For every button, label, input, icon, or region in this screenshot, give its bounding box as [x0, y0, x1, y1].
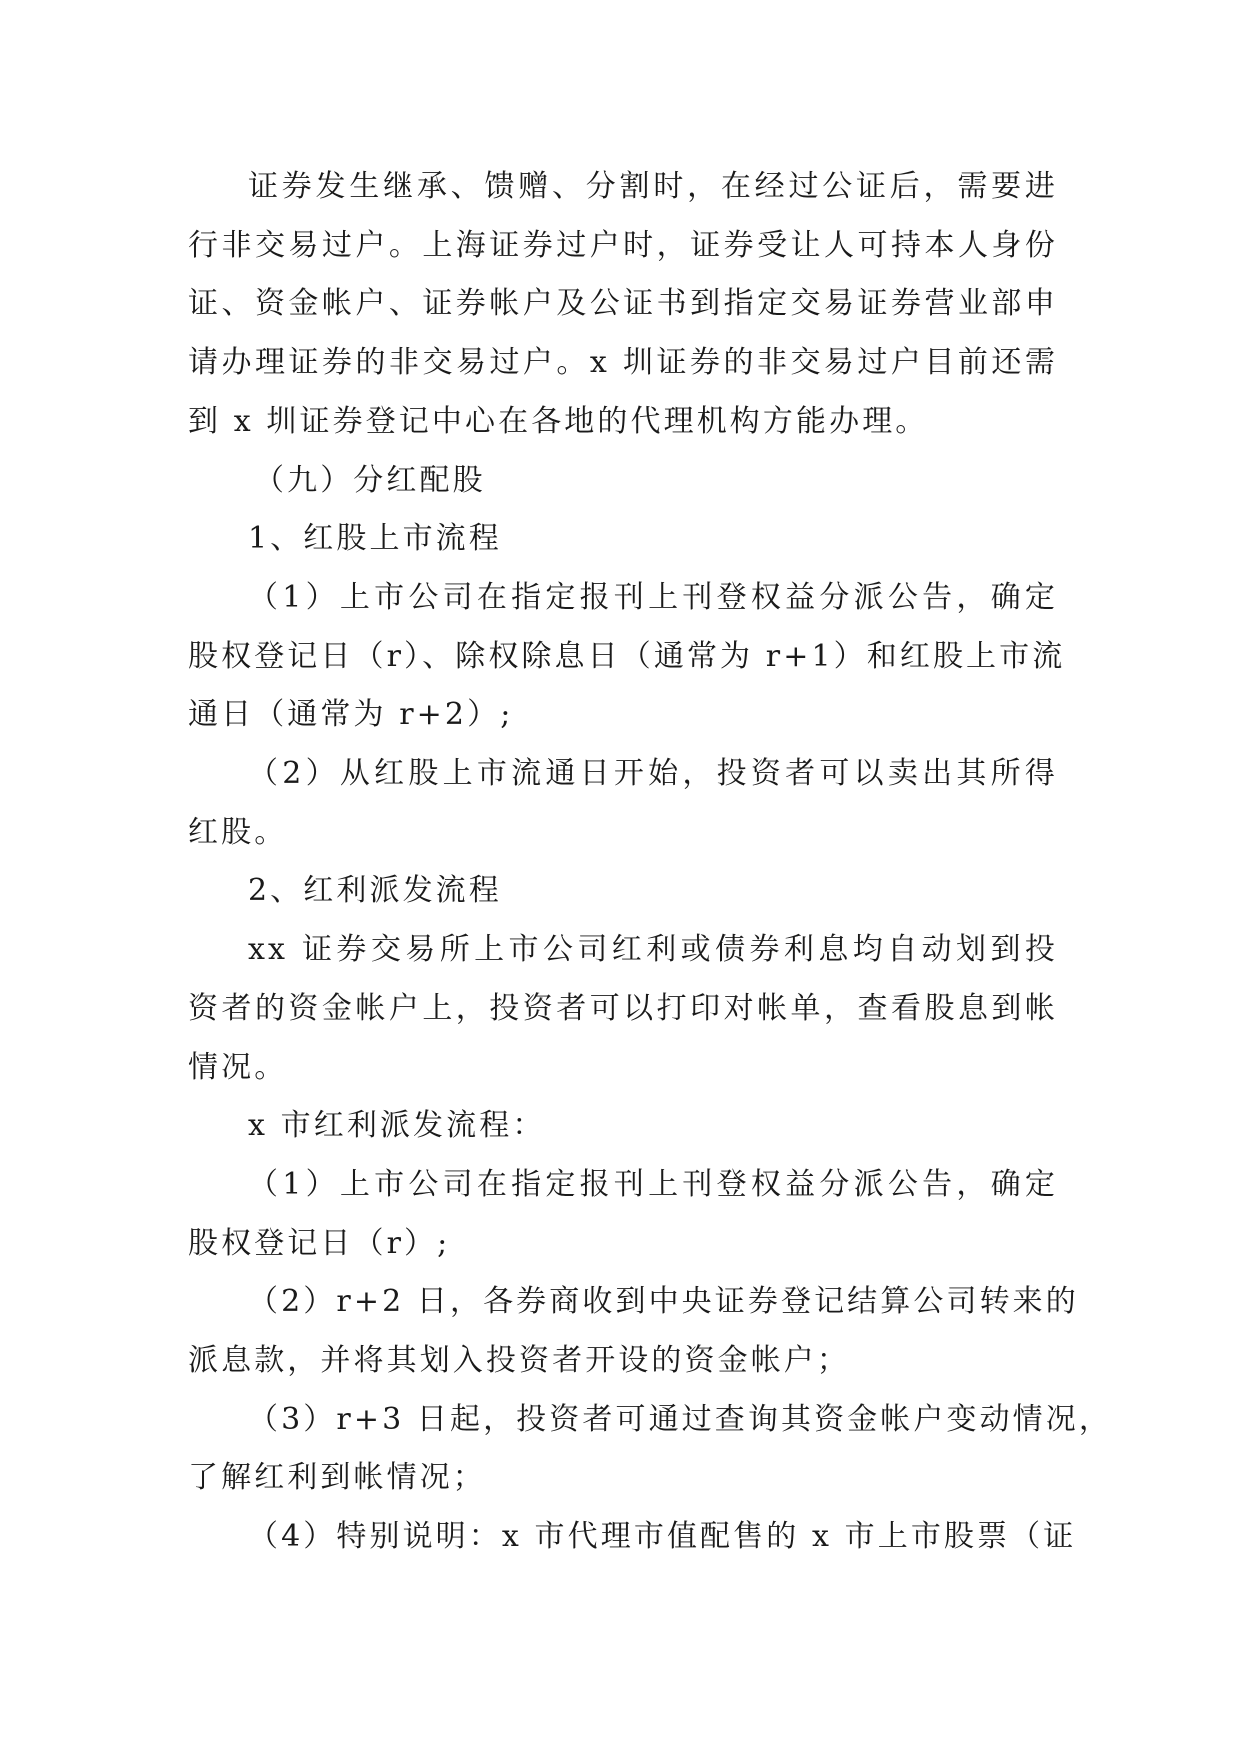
section-heading-dividend — [188, 452, 1058, 511]
text-line: 证、资金帐户、证券帐户及公证书到指定交易证券营业部申 — [188, 286, 1058, 322]
paragraph-dividend-step-3 — [188, 1391, 1112, 1508]
text-line: （4）特别说明：x 市代理市值配售的 x 市上市股票（证 — [248, 1519, 1077, 1555]
paragraph-dividend-step-2 — [188, 1273, 1079, 1390]
document-body — [188, 158, 1112, 1567]
text-line: 通日（通常为 r+2）; — [188, 697, 514, 733]
text-line: 股权登记日（r）; — [188, 1225, 451, 1261]
paragraph-dividend-step-1 — [188, 1156, 1058, 1273]
text-line: （九）分红配股 — [254, 462, 486, 498]
subheading-bonus-share-listing — [188, 510, 1058, 569]
subheading-city-dividend-process — [188, 1097, 1058, 1156]
text-line: 资者的资金帐户上，投资者可以打印对帐单，查看股息到帐 — [188, 990, 1058, 1026]
text-line: 行非交易过户。上海证券过户时，证券受让人可持本人身份 — [188, 227, 1058, 263]
paragraph-bonus-step-2 — [188, 745, 1058, 862]
text-line: 证券发生继承、馈赠、分割时，在经过公证后，需要进 — [248, 169, 1058, 204]
text-line: xx 证券交易所上市公司红利或债券利息均自动划到投 — [248, 932, 1058, 968]
text-line: 请办理证券的非交易过户。x 圳证券的非交易过户目前还需 — [188, 345, 1058, 381]
paragraph-dividend-step-4 — [188, 1508, 1077, 1567]
text-line: （1）上市公司在指定报刊上刊登权益分派公告，确定 — [248, 1166, 1058, 1202]
text-line: 股权登记日（r）、除权除息日（通常为 r+1）和红股上市流 — [188, 638, 1066, 674]
text-line: 到 x 圳证券登记中心在各地的代理机构方能办理。 — [188, 403, 929, 439]
text-line: 情况。 — [188, 1049, 288, 1085]
text-line: （2）从红股上市流通日开始，投资者可以卖出其所得 — [248, 756, 1058, 792]
paragraph-exchange-dividend — [188, 921, 1058, 1097]
text-line: 派息款，并将其划入投资者开设的资金帐户； — [188, 1343, 850, 1379]
text-line: x 市红利派发流程： — [248, 1108, 546, 1144]
text-line: （1）上市公司在指定报刊上刊登权益分派公告，确定 — [248, 579, 1058, 615]
text-line: （3）r+3 日起，投资者可通过查询其资金帐户变动情况， — [248, 1401, 1112, 1437]
paragraph-non-trade-transfer — [188, 158, 1058, 452]
text-line: 了解红利到帐情况； — [188, 1460, 486, 1496]
text-line: 红股。 — [188, 814, 288, 850]
subheading-dividend-distribution — [188, 862, 1058, 921]
text-line: 2、红利派发流程 — [248, 873, 502, 909]
text-line: 1、红股上市流程 — [248, 521, 502, 557]
paragraph-bonus-step-1 — [188, 569, 1066, 745]
text-line: （2）r+2 日，各券商收到中央证券登记结算公司转来的 — [248, 1284, 1079, 1320]
